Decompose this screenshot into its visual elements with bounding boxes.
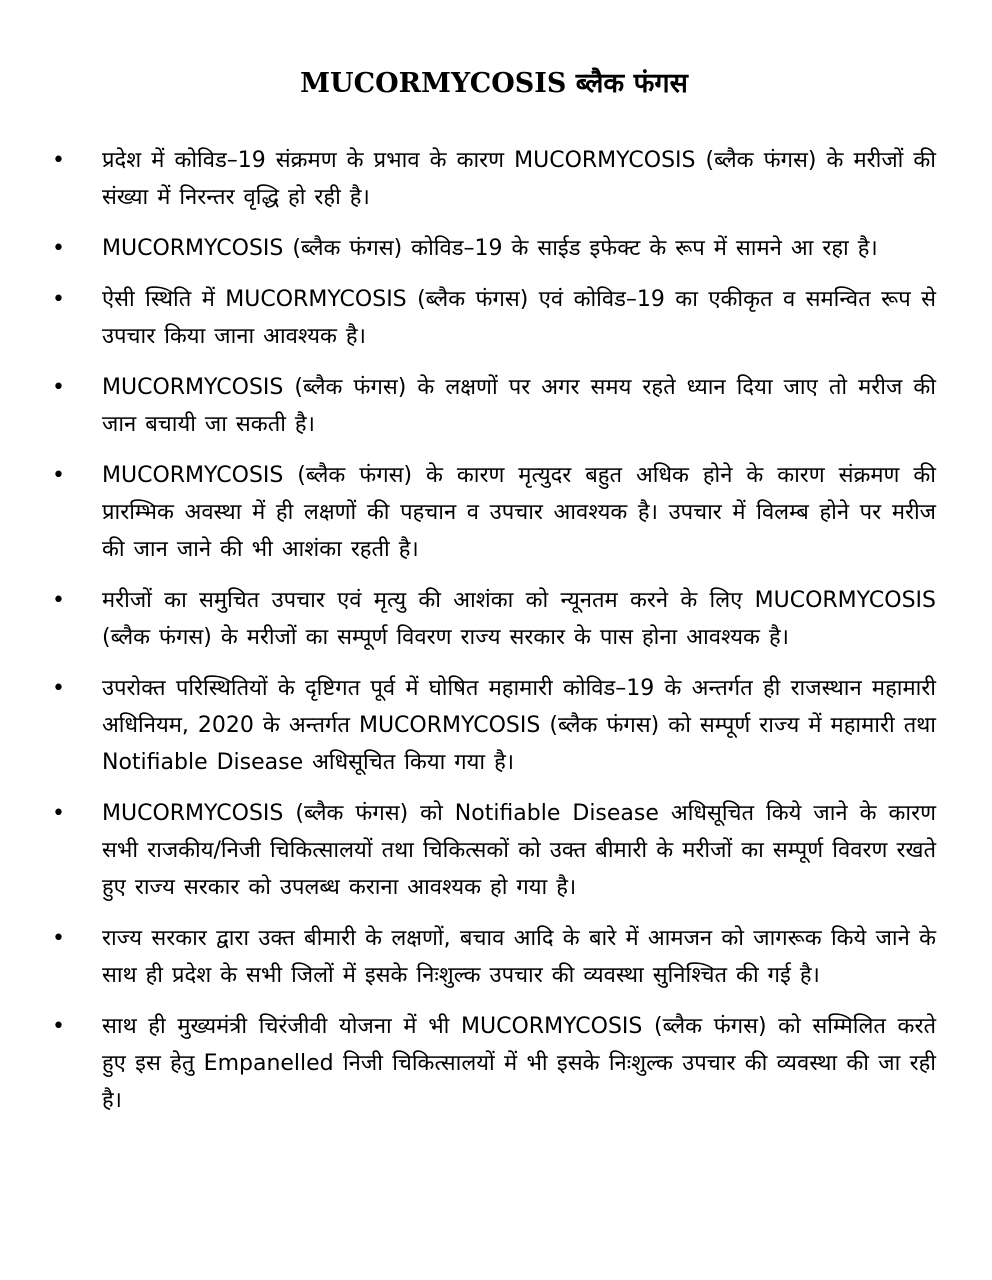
- bullet-icon: •: [52, 287, 65, 312]
- bullet-icon: •: [52, 375, 65, 400]
- list-item-text: मरीजों का समुचित उपचार एवं मृत्यु की आशंका को न्यूनतम करने के लिए MUCORMYCOSIS (ब्लैक फंगस) के मरीजों का सम्पूर्ण विवरण राज्य सरकार के पास होना आवश्यक है।: [102, 588, 936, 650]
- list-item-text: साथ ही मुख्यमंत्री चिरंजीवी योजना में भी MUCORMYCOSIS (ब्लैक फंगस) को सम्मिलित करते हुए इस हेतु Empanelled निजी चिकित्सालयों में भी इसके निःशुल्क उपचार की व्यवस्था की जा रही है।: [102, 1014, 936, 1113]
- list-item: [52, 281, 936, 355]
- list-item-text: राज्य सरकार द्वारा उक्त बीमारी के लक्षणों, बचाव आदि के बारे में आमजन को जागरूक किये जाने के साथ ही प्रदेश के सभी जिलों में इसके निःशुल्क उपचार की व्यवस्था सुनिश्चित की गई है।: [102, 926, 936, 988]
- list-item: [52, 142, 936, 216]
- list-item: [52, 670, 936, 781]
- bullet-icon: •: [52, 588, 65, 613]
- bullet-icon: •: [52, 676, 65, 701]
- bullet-icon: •: [52, 1014, 65, 1039]
- list-item: [52, 369, 936, 443]
- list-item: [52, 230, 936, 267]
- list-item: [52, 457, 936, 568]
- list-item-text: प्रदेश में कोविड–19 संक्रमण के प्रभाव के कारण MUCORMYCOSIS (ब्लैक फंगस) के मरीजों की संख्या में निरन्तर वृद्धि हो रही है।: [102, 148, 936, 210]
- list-item: [52, 920, 936, 994]
- bullet-icon: •: [52, 801, 65, 826]
- list-item-text: MUCORMYCOSIS (ब्लैक फंगस) को Notifiable Disease अधिसूचित किये जाने के कारण सभी राजकीय/निजी चिकित्सालयों तथा चिकित्सकों को उक्त बीमारी के मरीजों का सम्पूर्ण विवरण रखते हुए राज्य सरकार को उपलब्ध कराना आवश्यक हो गया है।: [102, 801, 936, 900]
- list-item-text: MUCORMYCOSIS (ब्लैक फंगस) कोविड–19 के साईड इफेक्ट के रूप में सामने आ रहा है।: [102, 236, 878, 261]
- list-item-text: ऐसी स्थिति में MUCORMYCOSIS (ब्लैक फंगस) एवं कोविड–19 का एकीकृत व समन्वित रूप से उपचार किया जाना आवश्यक है।: [102, 287, 936, 349]
- list-item-text: MUCORMYCOSIS (ब्लैक फंगस) के कारण मृत्युदर बहुत अधिक होने के कारण संक्रमण की प्रारम्भिक अवस्था में ही लक्षणों की पहचान व उपचार आवश्यक है। उपचार में विलम्ब होने पर मरीज की जान जाने की भी आशंका रहती है।: [102, 463, 936, 562]
- page-title: MUCORMYCOSIS ब्लैक फंगस: [300, 68, 688, 99]
- list-item-text: MUCORMYCOSIS (ब्लैक फंगस) के लक्षणों पर अगर समय रहते ध्यान दिया जाए तो मरीज की जान बचायी जा सकती है।: [102, 375, 936, 437]
- bullet-list: [52, 142, 936, 1119]
- list-item: [52, 582, 936, 656]
- list-item-text: उपरोक्त परिस्थितियों के दृष्टिगत पूर्व में घोषित महामारी कोविड–19 के अन्तर्गत ही राजस्थान महामारी अधिनियम, 2020 के अन्तर्गत MUCORMYCOSIS (ब्लैक फंगस) को सम्पूर्ण राज्य में महामारी तथा Notifiable Disease अधिसूचित किया गया है।: [102, 676, 936, 775]
- bullet-icon: •: [52, 236, 65, 261]
- bullet-icon: •: [52, 926, 65, 951]
- bullet-icon: •: [52, 148, 65, 173]
- list-item: [52, 1008, 936, 1119]
- list-item: [52, 795, 936, 906]
- bullet-icon: •: [52, 463, 65, 488]
